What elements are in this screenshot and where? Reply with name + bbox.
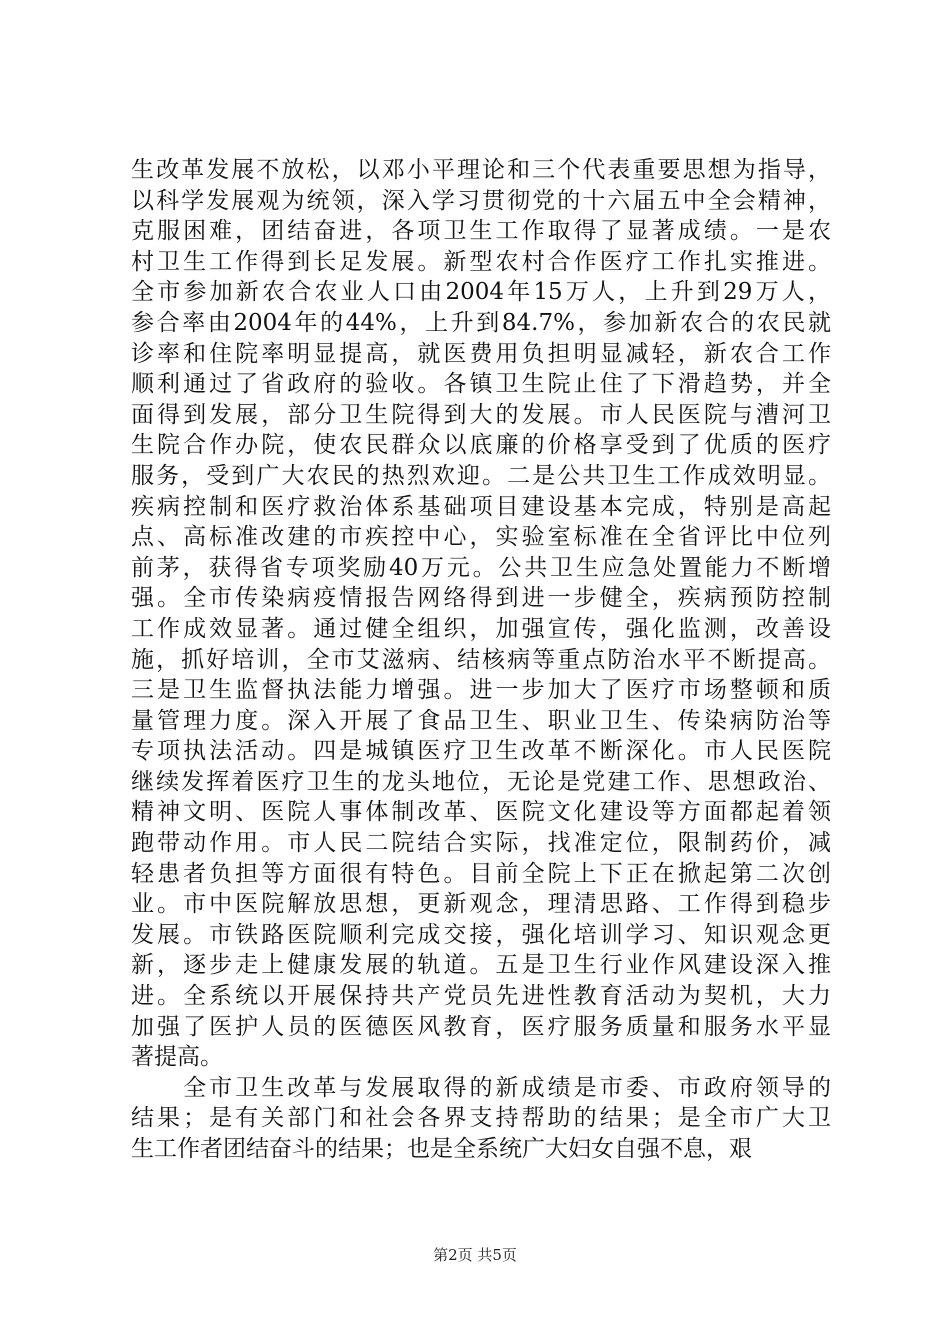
text-line: 疾病控制和医疗救治体系基础项目建设基本完成，特别是高起 (131, 493, 831, 520)
text-line: 全市卫生改革与发展取得的新成绩是市委、市政府领导的 (131, 1074, 831, 1101)
text-line: 服务，受到广大农民的热烈欢迎。二是公共卫生工作成效明显。 (131, 462, 831, 489)
text-line: 专项执法活动。四是城镇医疗卫生改革不断深化。市人民医院 (131, 738, 831, 765)
text-line: 诊率和住院率明显提高，就医费用负担明显减轻，新农合工作 (131, 340, 831, 367)
text-line: 进。全系统以开展保持共产党员先进性教育活动为契机，大力 (131, 983, 831, 1010)
text-line: 加强了医护人员的医德医风教育，医疗服务质量和服务水平显 (131, 1013, 831, 1040)
text-line: 面得到发展，部分卫生院得到大的发展。市人民医院与漕河卫 (131, 401, 831, 428)
text-line: 精神文明、医院人事体制改革、医院文化建设等方面都起着领 (131, 799, 831, 826)
text-line: 生改革发展不放松，以邓小平理论和三个代表重要思想为指导， (131, 157, 831, 183)
text-line: 跑带动作用。市人民二院结合实际，找准定位，限制药价，减 (131, 830, 831, 857)
text-line: 发展。市铁路医院顺利完成交接，强化培训学习、知识观念更 (131, 921, 831, 948)
text-line: 全市参加新农合农业人口由2004年15万人，上升到29万人， (131, 279, 831, 306)
text-line: 三是卫生监督执法能力增强。进一步加大了医疗市场整顿和质 (131, 677, 831, 704)
text-line: 继续发挥着医疗卫生的龙头地位，无论是党建工作、思想政治、 (131, 768, 831, 795)
text-line: 轻患者负担等方面很有特色。目前全院上下正在掀起第二次创 (131, 860, 831, 887)
text-line: 著提高。 (131, 1044, 223, 1071)
text-line: 顺利通过了省政府的验收。各镇卫生院止住了下滑趋势，并全 (131, 371, 831, 398)
text-line: 工作成效显著。通过健全组织，加强宣传，强化监测，改善设 (131, 615, 831, 642)
text-line: 强。全市传染病疫情报告网络得到进一步健全，疾病预防控制 (131, 585, 831, 612)
text-line: 新，逐步走上健康发展的轨道。五是卫生行业作风建设深入推 (131, 952, 831, 979)
text-line: 结果；是有关部门和社会各界支持帮助的结果；是全市广大卫 (131, 1105, 831, 1132)
text-line: 生工作者团结奋斗的结果；也是全系统广大妇女自强不息，艰 (131, 1136, 752, 1162)
text-line: 生院合作办院，使农民群众以底廉的价格享受到了优质的医疗 (131, 432, 831, 459)
text-line: 点、高标准改建的市疾控中心，实验室标准在全省评比中位列 (131, 524, 831, 551)
text-line: 克服困难，团结奋进，各项卫生工作取得了显著成绩。一是农 (131, 218, 831, 245)
text-line: 以科学发展观为统领，深入学习贯彻党的十六届五中全会精神， (131, 187, 831, 214)
document-body (131, 155, 831, 1165)
text-line: 村卫生工作得到长足发展。新型农村合作医疗工作扎实推进。 (131, 248, 831, 275)
page-footer: 第2页 共5页 (433, 1246, 517, 1264)
text-line: 前茅，获得省专项奖励40万元。公共卫生应急处置能力不断增 (131, 554, 831, 581)
text-line: 业。市中医院解放思想，更新观念，理清思路、工作得到稳步 (131, 891, 831, 918)
text-line: 量管理力度。深入开展了食品卫生、职业卫生、传染病防治等 (131, 707, 831, 734)
text-line: 参合率由2004年的44%，上升到84.7%，参加新农合的农民就 (131, 309, 831, 336)
text-line: 施，抓好培训，全市艾滋病、结核病等重点防治水平不断提高。 (131, 646, 831, 673)
